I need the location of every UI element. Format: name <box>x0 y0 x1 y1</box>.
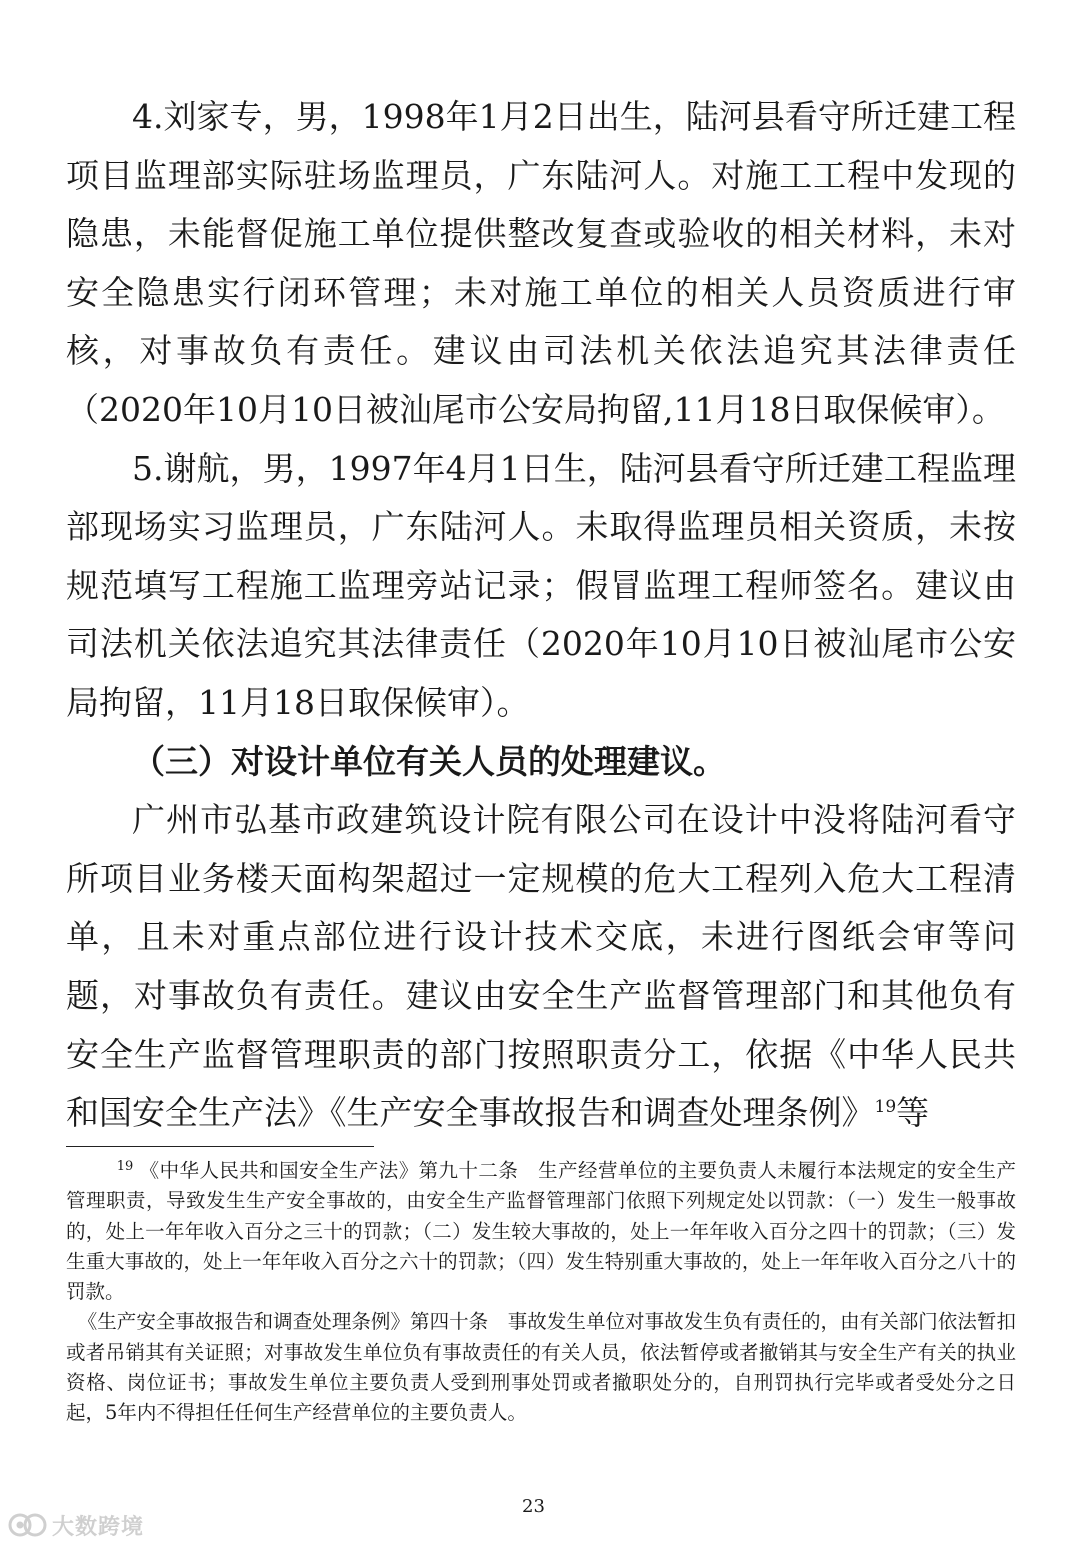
footnotes <box>66 1156 1016 1429</box>
paragraph-item-5: 5.谢航，男，1997年4月1日生，陆河县看守所迁建工程监理部现场实习监理员，广东陆河人。未取得监理员相关资质，未按规范填写工程施工监理旁站记录；假冒监理工程师签名。建议由司法机关依法追究其法律责任（2020年10月10日被汕尾市公安局拘留，11月18日取保候审）。 <box>66 448 1016 722</box>
page-number: 23 <box>522 1496 545 1517</box>
paragraph-design-unit-text: 广州市弘基市政建筑设计院有限公司在设计中没将陆河看守所项目业务楼天面构架超过一定规模的危大工程列入危大工程清单，且未对重点部位进行设计技术交底，未进行图纸会审等问题，对事故负有责任。建议由安全生产监督管理部门和其他负有安全生产监督管理职责的部门按照职责分工，依据《中华人民共和国安全生产法》《生产安全事故报告和调查处理条例》 <box>66 800 1016 1133</box>
paragraph-item-4: 4.刘家专，男，1998年1月2日出生，陆河县看守所迁建工程项目监理部实际驻场监理员，广东陆河人。对施工工程中发现的隐患，未能督促施工单位提供整改复查或验收的相关材料，未对安全隐患实行闭环管理；未对施工单位的相关人员资质进行审核，对事故负有责任。建议由司法机关依法追究其法律责任（2020年10月10日被汕尾市公安局拘留,11月18日取保候审）。 <box>66 97 1016 429</box>
section-heading: （三）对设计单位有关人员的处理建议。 <box>132 741 726 781</box>
footnote-19-continued: 《生产安全事故报告和调查处理条例》第四十条 事故发生单位对事故发生负有责任的，由有关部门依法暂扣或者吊销其有关证照；对事故发生单位负有事故责任的有关人员，依法暂停或者撤销其与安全生产有关的执业资格、岗位证书；事故发生单位主要负责人受到刑事处罚或者撤职处分的，自刑罚执行完毕或者受处分之日起，5年内不得担任任何生产经营单位的主要负责人。 <box>66 1310 1016 1425</box>
footnote-19 <box>66 1156 1016 1307</box>
footnote-marker: 19 <box>116 1158 134 1174</box>
brand-logo-icon <box>8 1510 48 1540</box>
footnote-divider <box>66 1146 374 1147</box>
watermark-text: 大数跨境 <box>52 1514 145 1540</box>
body-text <box>66 88 1016 1143</box>
footnote-reference[interactable]: 19 <box>874 1097 897 1118</box>
footnote-text-safety-law: 《中华人民共和国安全生产法》第九十二条 生产经营单位的主要负责人未履行本法规定的安全生产管理职责，导致发生生产安全事故的，由安全生产监督管理部门依照下列规定处以罚款：（一）发生一般事故的，处上一年年收入百分之三十的罚款；（二）发生较大事故的，处上一年年收入百分之四十的罚款；（三）发生重大事故的，处上一年年收入百分之六十的罚款；（四）发生特别重大事故的，处上一年年收入百分之八十的罚款。 <box>66 1159 1016 1304</box>
watermark <box>8 1508 144 1542</box>
paragraph-design-unit <box>66 791 1016 1143</box>
paragraph-design-unit-tail: 等 <box>896 1093 930 1133</box>
